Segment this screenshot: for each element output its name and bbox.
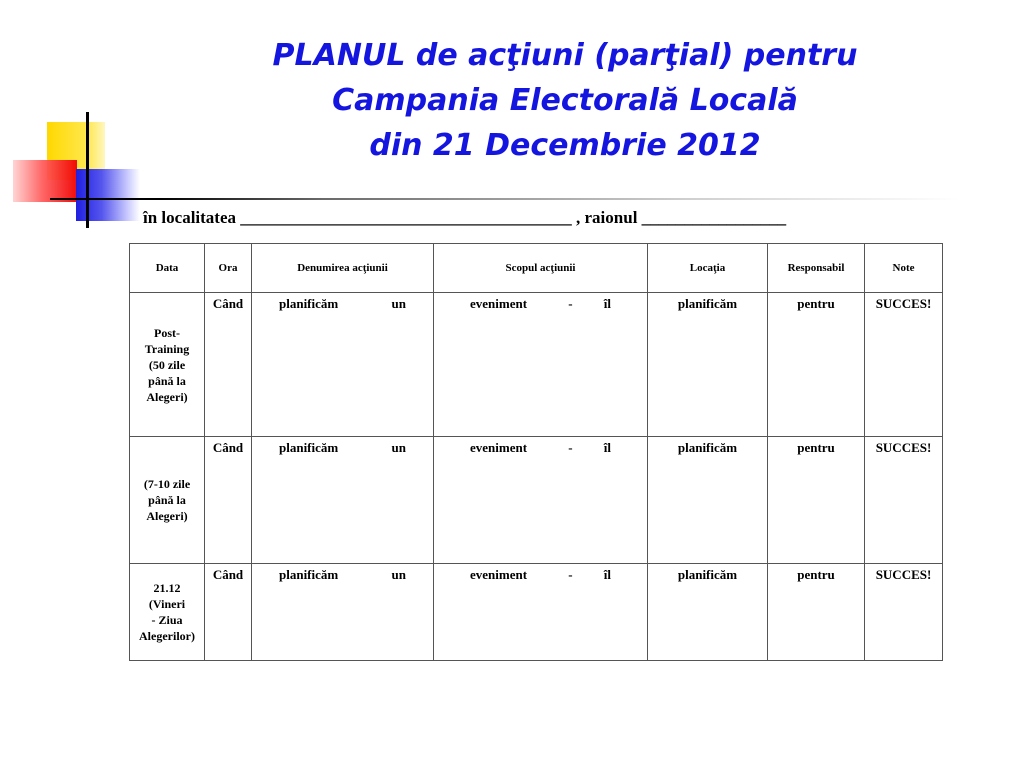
title-line-2: Campania Electorală Locală — [332, 83, 798, 118]
slide-title — [165, 33, 965, 168]
scop-cell: eveniment - îl — [434, 293, 648, 437]
header-ora: Ora — [205, 244, 252, 293]
ora-cell: Când — [205, 564, 252, 661]
title-line-1: PLANUL de acţiuni (parţial) pentru — [272, 38, 858, 73]
note-cell: SUCCES! — [865, 564, 943, 661]
note-cell: SUCCES! — [865, 293, 943, 437]
locatia-cell: planificăm — [648, 293, 768, 437]
header-scopul: Scopul acţiunii — [434, 244, 648, 293]
denumire-cell: planificăm un — [252, 437, 434, 564]
vertical-rule — [86, 112, 89, 228]
header-denumirea: Denumirea acţiunii — [252, 244, 434, 293]
header-note: Note — [865, 244, 943, 293]
date-cell: 21.12 (Vineri - Ziua Alegerilor) — [130, 564, 205, 661]
scop-cell: eveniment - îl — [434, 437, 648, 564]
ora-cell: Când — [205, 437, 252, 564]
date-cell: (7-10 zile până la Alegeri) — [130, 437, 205, 564]
red-square-shape — [13, 160, 77, 202]
table-row — [130, 437, 943, 564]
action-plan-table — [129, 243, 943, 661]
header-responsabil: Responsabil — [768, 244, 865, 293]
table-row — [130, 293, 943, 437]
responsabil-cell: pentru — [768, 564, 865, 661]
horizontal-rule — [50, 198, 960, 200]
header-locatia: Locaţia — [648, 244, 768, 293]
header-data: Data — [130, 244, 205, 293]
note-cell: SUCCES! — [865, 437, 943, 564]
locatia-cell: planificăm — [648, 437, 768, 564]
scop-cell: eveniment - îl — [434, 564, 648, 661]
yellow-square-shape — [47, 122, 105, 180]
denumire-cell: planificăm un — [252, 293, 434, 437]
table-header-row — [130, 244, 943, 293]
title-line-3: din 21 Decembrie 2012 — [369, 128, 761, 163]
locatia-cell: planificăm — [648, 564, 768, 661]
location-line: în localitatea _______________________________________ , raionul _________________ — [143, 208, 787, 227]
responsabil-cell: pentru — [768, 437, 865, 564]
date-cell: Post- Training (50 zile până la Alegeri) — [130, 293, 205, 437]
blue-square-shape — [76, 169, 140, 221]
denumire-cell: planificăm un — [252, 564, 434, 661]
ora-cell: Când — [205, 293, 252, 437]
responsabil-cell: pentru — [768, 293, 865, 437]
table-row — [130, 564, 943, 661]
